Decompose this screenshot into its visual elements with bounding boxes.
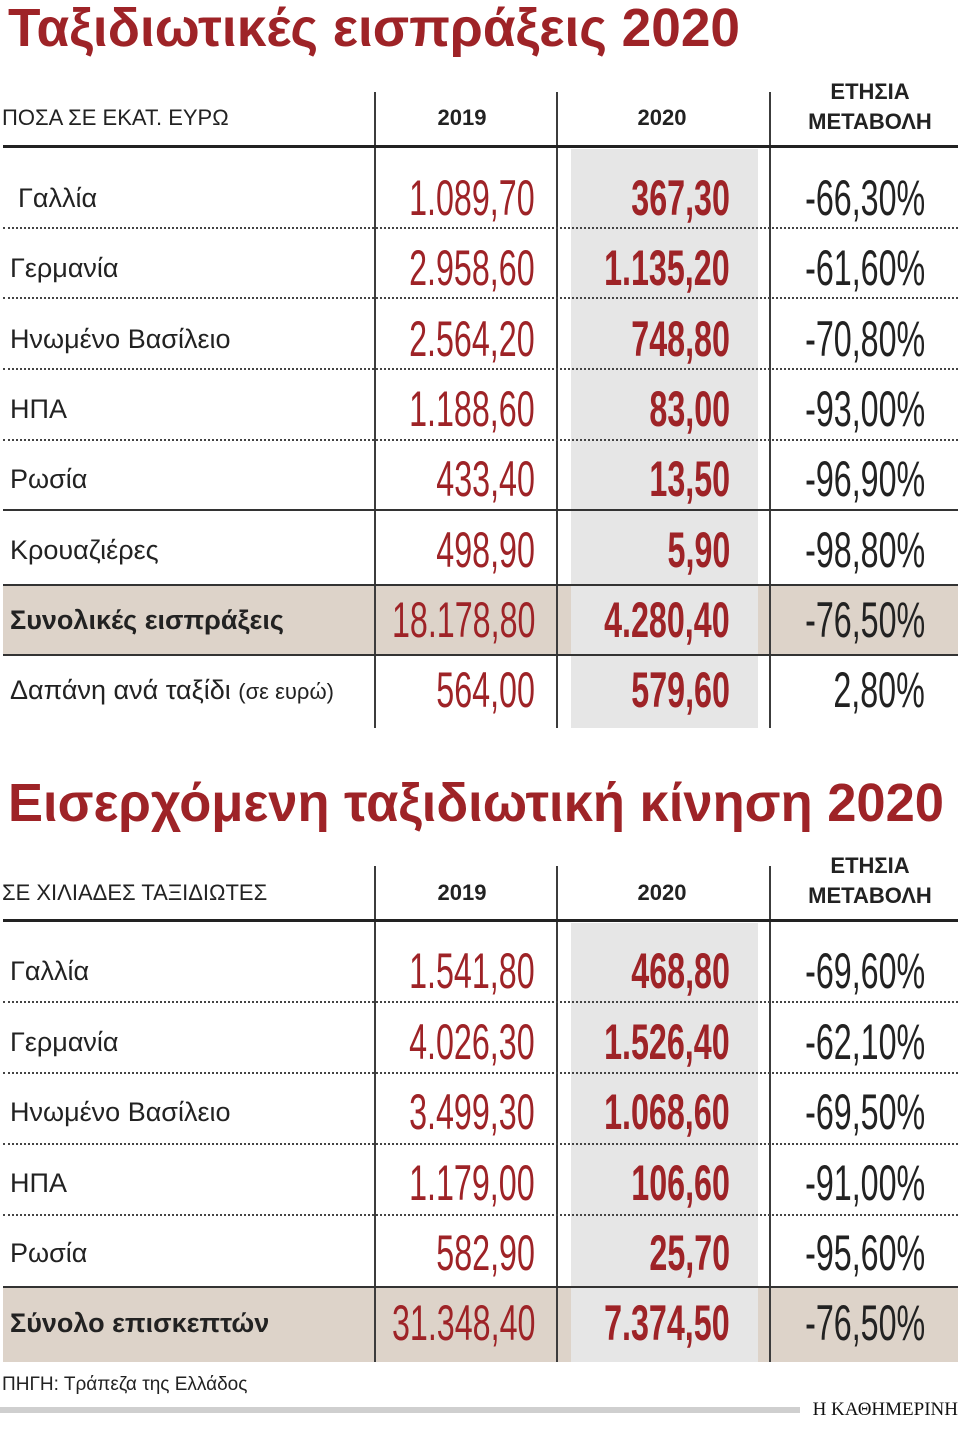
row-label-text: Δαπάνη ανά ταξίδι <box>10 675 231 705</box>
column-header-2019: 2019 <box>437 880 487 905</box>
table-row <box>0 163 960 233</box>
table-row <box>0 233 960 303</box>
value-change-cell <box>739 304 925 374</box>
row-label: Γαλλία <box>10 956 90 986</box>
table-row <box>0 936 960 1006</box>
row-label: Ηνωμένο Βασίλειο <box>10 1097 231 1127</box>
value-change: -70,80% <box>804 311 925 367</box>
value-change-cell <box>739 1148 925 1218</box>
column-header-2019: 2019 <box>437 105 487 130</box>
value-2019-cell <box>340 1148 535 1218</box>
value-change-cell <box>739 233 925 303</box>
header-divider <box>3 145 958 148</box>
value-2019-cell <box>313 585 535 655</box>
row-label: Ρωσία <box>10 464 88 494</box>
value-2020: 5,90 <box>667 522 730 578</box>
table-row <box>0 1077 960 1147</box>
row-label: Γερμανία <box>10 253 119 283</box>
value-2019-cell <box>382 655 535 725</box>
row-label <box>10 655 334 725</box>
value-change: -62,10% <box>804 1014 925 1070</box>
table-row <box>0 304 960 374</box>
table-2-title <box>0 764 960 836</box>
value-2019-cell <box>340 936 535 1006</box>
value-2020: 25,70 <box>649 1225 730 1281</box>
value-2019: 2.564,20 <box>409 311 535 367</box>
row-label: ΗΠΑ <box>10 1168 68 1198</box>
value-2020-cell <box>577 936 730 1006</box>
value-change-cell <box>739 374 925 444</box>
value-2020-cell <box>605 1218 730 1288</box>
value-2019: 3.499,30 <box>409 1084 535 1140</box>
value-change-cell <box>783 655 925 725</box>
value-change: -66,30% <box>804 170 925 226</box>
value-2019: 4.026,30 <box>409 1014 535 1070</box>
value-change: -95,60% <box>804 1225 925 1281</box>
value-change: -69,60% <box>804 943 925 999</box>
value-2019-cell <box>340 163 535 233</box>
column-header-unit: ΠΟΣΑ ΣΕ ΕΚΑΤ. ΕΥΡΩ <box>2 105 229 130</box>
row-label-unit-note: (σε ευρώ) <box>238 679 334 704</box>
value-2019: 1.188,60 <box>409 381 535 437</box>
source-note: ΠΗΓΗ: Τράπεζα της Ελλάδος <box>2 1374 248 1395</box>
column-header-change <box>780 851 960 911</box>
table-row <box>0 1218 960 1288</box>
row-label: Συνολικές εισπράξεις <box>10 605 284 635</box>
table-2-title-text: Εισερχόμενη ταξιδιωτική κίνηση 2020 <box>8 773 944 833</box>
table-row <box>0 444 960 514</box>
value-2019: 31.348,40 <box>391 1295 535 1351</box>
column-header-unit: ΣΕ ΧΙΛΙΑΔΕΣ ΤΑΞΙΔΙΩΤΕΣ <box>2 880 268 905</box>
value-2019: 433,40 <box>436 451 535 507</box>
value-2019: 564,00 <box>436 662 535 718</box>
value-2020-cell <box>633 515 730 585</box>
value-2020: 468,80 <box>631 943 730 999</box>
value-change-cell <box>739 444 925 514</box>
value-2020-cell <box>605 374 730 444</box>
table-row <box>0 1148 960 1218</box>
value-2020: 1.526,40 <box>604 1014 730 1070</box>
value-2020-cell <box>535 1288 730 1358</box>
value-2020-cell <box>577 163 730 233</box>
table-row <box>0 655 960 725</box>
value-2020: 4.280,40 <box>604 592 730 648</box>
value-change-cell <box>739 1288 925 1358</box>
row-label: Σύνολο επισκεπτών <box>10 1308 270 1338</box>
table-1-title-text: Ταξιδιωτικές εισπράξεις 2020 <box>8 0 740 58</box>
value-2020-cell <box>535 1077 730 1147</box>
value-change-cell <box>739 1007 925 1077</box>
table-row-total <box>0 1288 960 1358</box>
value-2019: 582,90 <box>436 1225 535 1281</box>
column-header-change-line1: ΕΤΗΣΙΑ <box>830 853 910 878</box>
value-2019: 1.541,80 <box>409 943 535 999</box>
value-2019: 498,90 <box>436 522 535 578</box>
column-header-change-line2: ΜΕΤΑΒΟΛΗ <box>808 883 932 908</box>
column-header-2020: 2020 <box>637 105 687 130</box>
value-2020: 748,80 <box>631 311 730 367</box>
column-header-change <box>780 77 960 137</box>
value-change-cell <box>739 585 925 655</box>
table-1-title <box>0 0 960 64</box>
value-2019-cell <box>382 515 535 585</box>
value-2019-cell <box>340 374 535 444</box>
value-2019: 1.179,00 <box>409 1155 535 1211</box>
value-2020-cell <box>577 304 730 374</box>
value-2019-cell <box>340 1077 535 1147</box>
column-header-2020: 2020 <box>637 880 687 905</box>
value-2019-cell <box>340 1007 535 1077</box>
value-change-cell <box>739 163 925 233</box>
value-2019: 1.089,70 <box>409 170 535 226</box>
value-change: -76,50% <box>804 592 925 648</box>
value-2020: 1.068,60 <box>604 1084 730 1140</box>
value-change-cell <box>739 936 925 1006</box>
value-2020: 83,00 <box>649 381 730 437</box>
table-row <box>0 374 960 444</box>
value-2020-cell <box>577 1148 730 1218</box>
value-2020: 579,60 <box>631 662 730 718</box>
table-row-total <box>0 585 960 655</box>
value-2019: 2.958,60 <box>409 240 535 296</box>
column-header-change-line2: ΜΕΤΑΒΟΛΗ <box>808 109 932 134</box>
value-2019-cell <box>313 1288 535 1358</box>
value-2020-cell <box>535 1007 730 1077</box>
header-divider <box>3 919 958 922</box>
row-label: Κρουαζιέρες <box>10 535 159 565</box>
publisher-logo: Η ΚΑΘΗΜΕΡΙΝΗ <box>812 1399 958 1420</box>
value-change: -61,60% <box>804 240 925 296</box>
row-label: Ηνωμένο Βασίλειο <box>10 324 231 354</box>
value-2020-cell <box>577 655 730 725</box>
value-2020: 106,60 <box>631 1155 730 1211</box>
value-change: -69,50% <box>804 1084 925 1140</box>
row-label: Γερμανία <box>10 1027 119 1057</box>
value-2020: 367,30 <box>631 170 730 226</box>
value-2020: 13,50 <box>649 451 730 507</box>
column-header-change-line1: ΕΤΗΣΙΑ <box>830 79 910 104</box>
value-change-cell <box>739 1077 925 1147</box>
value-2019: 18.178,80 <box>391 592 535 648</box>
value-change: -76,50% <box>804 1295 925 1351</box>
value-2019-cell <box>382 444 535 514</box>
value-change: -98,80% <box>804 522 925 578</box>
value-change: -91,00% <box>804 1155 925 1211</box>
value-2020: 7.374,50 <box>604 1295 730 1351</box>
value-2020-cell <box>535 233 730 303</box>
value-change: 2,80% <box>833 662 925 718</box>
value-2020-cell <box>605 444 730 514</box>
value-2019-cell <box>340 233 535 303</box>
footer-bar <box>0 1407 800 1413</box>
value-change: -93,00% <box>804 381 925 437</box>
value-2020: 1.135,20 <box>604 240 730 296</box>
table-row <box>0 1007 960 1077</box>
value-2019-cell <box>340 304 535 374</box>
value-2019-cell <box>382 1218 535 1288</box>
value-2020-cell <box>535 585 730 655</box>
row-label: Γαλλία <box>18 183 98 213</box>
value-change-cell <box>739 515 925 585</box>
row-label: ΗΠΑ <box>10 394 68 424</box>
table-row <box>0 515 960 585</box>
value-change-cell <box>739 1218 925 1288</box>
row-label: Ρωσία <box>10 1238 88 1268</box>
value-change: -96,90% <box>804 451 925 507</box>
